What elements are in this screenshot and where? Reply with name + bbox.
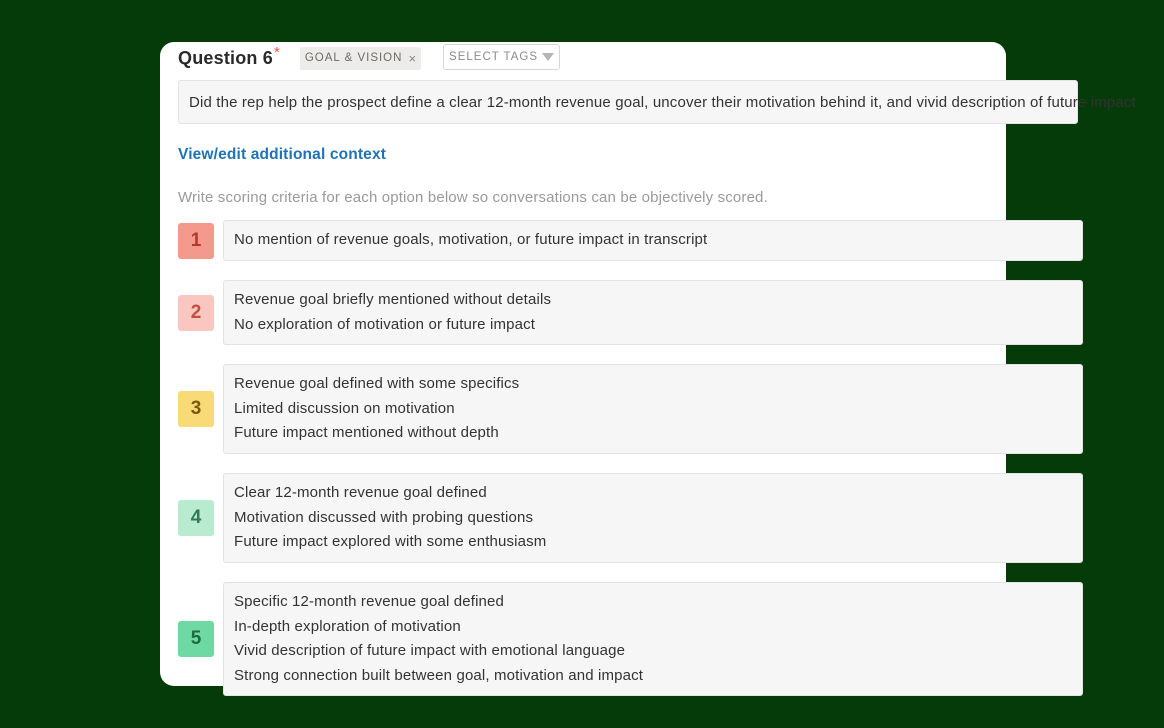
- caret-down-icon: [542, 53, 554, 61]
- scoring-option-3: [178, 364, 1078, 454]
- criteria-line: Vivid description of future impact with emotional language: [234, 642, 626, 660]
- criteria-line: Revenue goal defined with some specifics: [234, 375, 520, 392]
- question-editor-card: [160, 42, 1136, 686]
- criteria-textarea[interactable]: [223, 582, 1083, 696]
- select-tags-label: SELECT TAGS: [449, 51, 539, 63]
- criteria-line: Future impact mentioned without depth: [234, 424, 499, 442]
- remove-tag-icon[interactable]: ×: [408, 50, 417, 66]
- criteria-line: Clear 12-month revenue goal defined: [234, 484, 487, 501]
- criteria-line: Strong connection built between goal, motivation and impact: [234, 666, 644, 684]
- view-edit-context-link[interactable]: View/edit additional context: [178, 146, 387, 163]
- score-badge: 2: [178, 295, 214, 331]
- select-tags-dropdown[interactable]: [443, 44, 560, 70]
- tag-chip-goal-vision: [300, 47, 421, 70]
- criteria-textarea[interactable]: [223, 280, 1083, 345]
- score-badge: 4: [178, 500, 214, 536]
- criteria-line: Revenue goal briefly mentioned without details: [234, 291, 552, 308]
- criteria-line: Specific 12-month revenue goal defined: [234, 593, 505, 610]
- scoring-option-5: [178, 582, 1078, 696]
- criteria-line: Limited discussion on motivation: [234, 399, 455, 417]
- scoring-instructions: Write scoring criteria for each option below so conversations can be objectively scored.: [178, 189, 768, 206]
- scoring-option-1: [178, 220, 1078, 261]
- criteria-line: Motivation discussed with probing questions: [234, 508, 534, 526]
- criteria-line: No mention of revenue goals, motivation, or future impact in transcript: [234, 231, 708, 248]
- criteria-line: In-depth exploration of motivation: [234, 617, 461, 635]
- question-text-field[interactable]: Did the rep help the prospect define a clear 12-month revenue goal, uncover their motivation behind it, and vivid description of future impact: [178, 80, 1078, 124]
- score-badge: 5: [178, 621, 214, 657]
- criteria-textarea[interactable]: [223, 220, 1083, 261]
- scoring-option-4: [178, 473, 1078, 563]
- criteria-textarea[interactable]: [223, 473, 1083, 563]
- score-badge: 3: [178, 391, 214, 427]
- criteria-textarea[interactable]: [223, 364, 1083, 454]
- question-header: [178, 44, 560, 72]
- score-badge: 1: [178, 223, 214, 259]
- scoring-option-2: [178, 280, 1078, 345]
- tag-label: GOAL & VISION: [304, 52, 403, 64]
- criteria-line: Future impact explored with some enthusiasm: [234, 533, 547, 551]
- criteria-line: No exploration of motivation or future impact: [234, 315, 536, 333]
- required-asterisk: *: [274, 43, 280, 61]
- question-title: Question 6: [178, 47, 274, 68]
